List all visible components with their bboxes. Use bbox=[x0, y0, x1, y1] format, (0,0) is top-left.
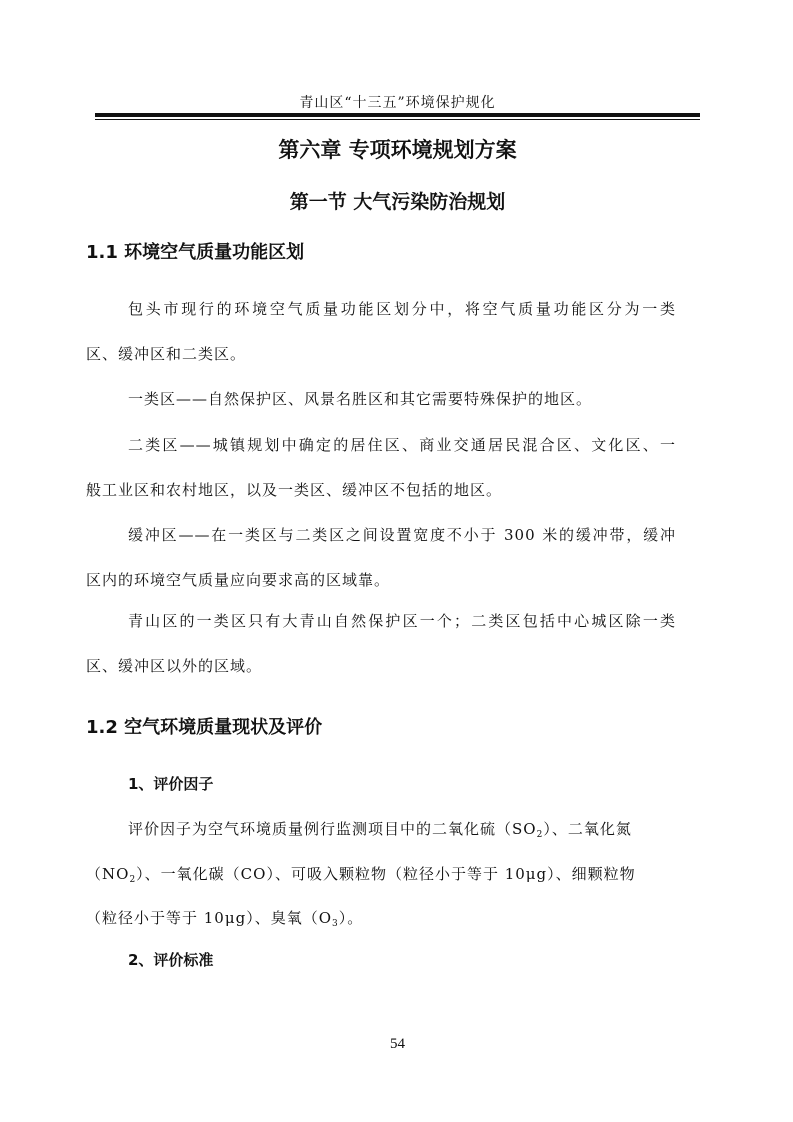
subsection-heading-1-1: 1.1 环境空气质量功能区划 bbox=[86, 242, 305, 263]
text-segment: ）、二氧化氮 bbox=[543, 820, 632, 838]
paragraph-line bbox=[86, 907, 363, 929]
running-header: 青山区“十三五”环境保护规化 bbox=[299, 95, 496, 111]
header-rule-thick bbox=[95, 113, 700, 117]
paragraph-line: 二类区——城镇规划中确定的居住区、商业交通居民混合区、文化区、一 bbox=[128, 436, 676, 454]
text-segment: （粒径小于等于 10μg）、臭氧（O bbox=[86, 909, 333, 927]
paragraph-line: 区、缓冲区和二类区。 bbox=[86, 345, 247, 363]
page-number: 54 bbox=[390, 1036, 405, 1052]
item-heading-2: 2、评价标准 bbox=[128, 951, 214, 969]
paragraph-line: 般工业区和农村地区，以及一类区、缓冲区不包括的地区。 bbox=[86, 481, 503, 499]
paragraph-line bbox=[86, 863, 636, 885]
paragraph-line: 区内的环境空气质量应向要求高的区域靠。 bbox=[86, 571, 391, 589]
paragraph-line: 缓冲区——在一类区与二类区之间设置宽度不小于 300 米的缓冲带，缓冲 bbox=[128, 526, 676, 544]
item-heading-1: 1、评价因子 bbox=[128, 775, 214, 793]
chapter-title: 第六章 专项环境规划方案 bbox=[278, 138, 517, 162]
subsection-heading-1-2: 1.2 空气环境质量现状及评价 bbox=[86, 717, 323, 738]
subscript: 2 bbox=[129, 875, 137, 885]
header-rule-thin bbox=[95, 119, 700, 120]
subscript: 2 bbox=[536, 830, 544, 840]
text-segment: 评价因子为空气环境质量例行监测项目中的二氧化硫（SO bbox=[128, 820, 537, 838]
paragraph-line: 包头市现行的环境空气质量功能区划分中，将空气质量功能区分为一类 bbox=[128, 300, 676, 318]
text-segment: ）、一氧化碳（CO）、可吸入颗粒物（粒径小于等于 10μg）、细颗粒物 bbox=[136, 865, 636, 883]
paragraph-line: 青山区的一类区只有大青山自然保护区一个；二类区包括中心城区除一类 bbox=[128, 612, 676, 630]
paragraph-line: 一类区——自然保护区、风景名胜区和其它需要特殊保护的地区。 bbox=[128, 390, 593, 408]
text-segment: （NO bbox=[86, 865, 130, 883]
subscript: 3 bbox=[332, 919, 339, 929]
text-segment: ）。 bbox=[338, 909, 364, 927]
paragraph-line: 区、缓冲区以外的区域。 bbox=[86, 657, 263, 675]
paragraph-line bbox=[128, 818, 632, 840]
section-title: 第一节 大气污染防治规划 bbox=[289, 191, 506, 213]
